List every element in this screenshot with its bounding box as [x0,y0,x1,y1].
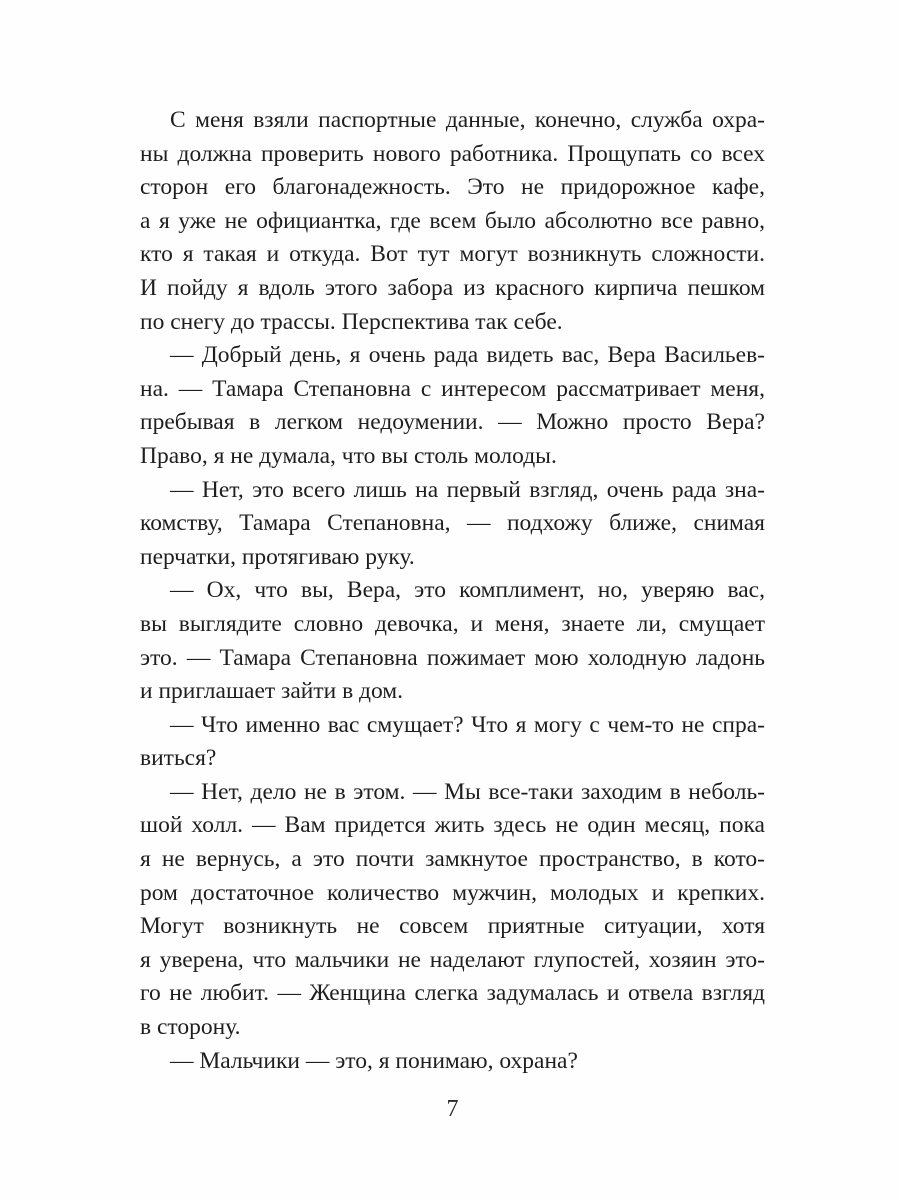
text-line: сторон его благонадежность. Это не придорожное кафе, [140,174,765,201]
text-line: С меня взяли паспортные данные, конечно, служба охра- [170,107,765,133]
paragraph [140,339,765,473]
text-line: кто я такая и откуда. Вот тут могут возникнуть сложности. [140,241,765,268]
paragraph [140,104,765,339]
text-line: я не вернусь, а это почти замкнутое пространство, в кото- [140,846,765,873]
text-line: Могут возникнуть не совсем приятные ситуации, хотя [140,913,765,940]
text-line: — Мальчики — это, я понимаю, охрана? [170,1047,578,1074]
paragraph [140,776,765,1045]
text-line: — Добрый день, я очень рада видеть вас, Вера Васильев- [170,342,765,369]
text-line: вы выглядите словно девочка, и меня, знаете ли, смущает [140,610,765,637]
text-line: ны должна проверить нового работника. Прощупать со всех [140,140,765,167]
paragraph [140,1045,765,1079]
text-line: по снегу до трассы. Перспектива так себе. [140,308,563,335]
text-line: пребывая в легком недоумении. — Можно просто Вера? [140,409,765,436]
text-line: — Ох, что вы, Вера, это комплимент, но, уверяю вас, [170,577,765,604]
text-line: а я уже не официантка, где всем было абсолютно все равно, [140,207,765,234]
paragraph [140,709,765,776]
text-line: И пойду я вдоль этого забора из красного кирпича пешком [140,274,765,301]
text-line: в сторону. [140,1014,241,1041]
text-line: ром достаточное количество мужчин, молодых и крепких. [140,879,765,906]
page-text [140,104,765,1078]
text-line: го не любит. — Женщина слегка задумалась и отвела взгляд [140,980,765,1007]
text-line: — Что именно вас смущает? Что я могу с чем-то не спра- [170,711,765,738]
paragraph [140,574,765,708]
text-line: Право, я не думала, что вы столь молоды. [140,442,557,469]
text-line: перчатки, протягиваю руку. [140,543,415,570]
text-line: я уверена, что мальчики не наделают глупостей, хозяин это- [140,946,765,973]
text-line: на. — Тамара Степановна с интересом рассматривает меня, [140,375,765,402]
text-line: шой холл. — Вам придется жить здесь не один месяц, пока [140,812,765,839]
paragraph [140,474,765,575]
page-number: 7 [446,1096,459,1122]
text-line: это. — Тамара Степановна пожимает мою холодную ладонь [140,644,765,671]
text-line: и приглашает зайти в дом. [140,678,404,705]
text-line: — Нет, это всего лишь на первый взгляд, очень рада зна- [170,476,765,503]
text-line: — Нет, дело не в этом. — Мы все-таки заходим в неболь- [170,778,765,805]
text-line: комству, Тамара Степановна, — подхожу ближе, снимая [140,510,765,537]
text-line: виться? [140,745,217,772]
